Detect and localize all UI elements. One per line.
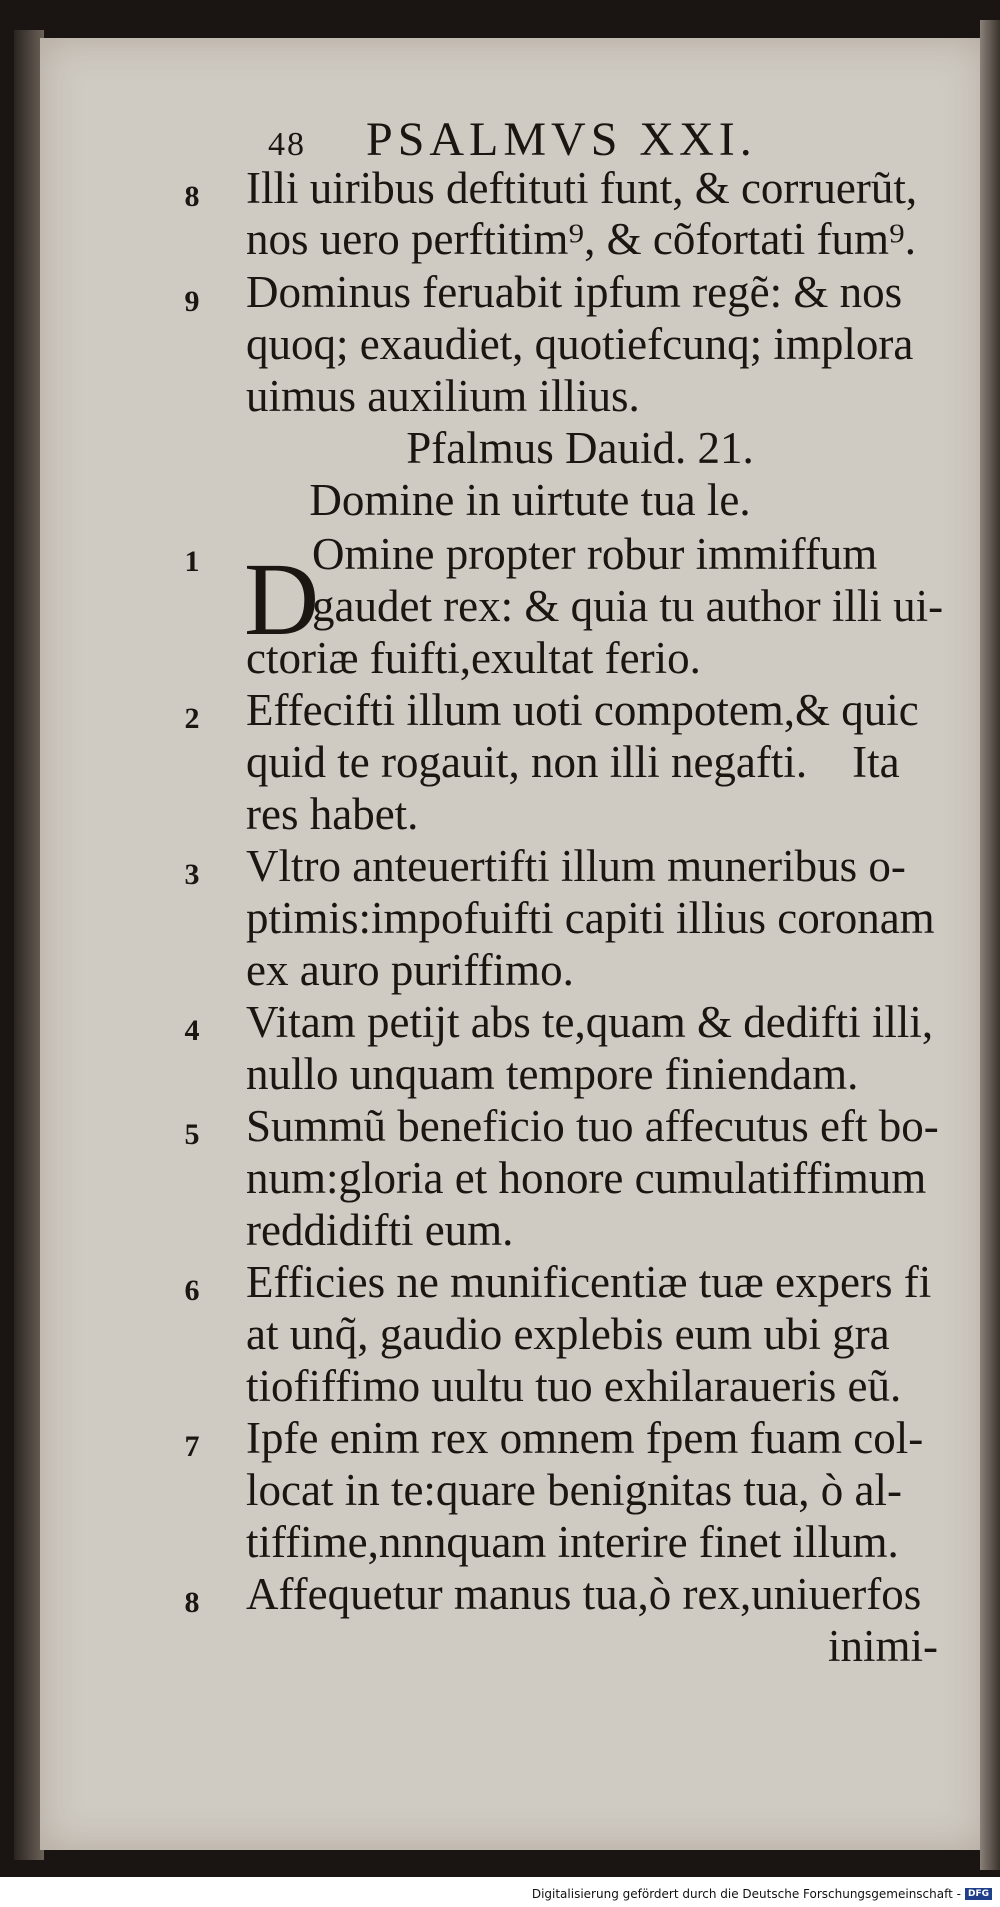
text-line: Dominus feruabit ipfum regẽ: & nos	[246, 267, 903, 317]
text-line: tiffime,nnnquam interire finet illum.	[246, 1517, 899, 1567]
text-line: Affequetur manus tua,ò rex,uniuerfos	[246, 1569, 922, 1619]
text-line: reddidifti eum.	[246, 1205, 514, 1255]
text-line: quid te rogauit, non illi negafti. Ita	[246, 737, 900, 787]
text-line: num:gloria et honore cumulatiffimum	[246, 1153, 927, 1203]
verse-number: 4	[184, 1014, 200, 1047]
page-title: PSALMVS XXI.	[366, 113, 757, 166]
verse-number: 1	[184, 545, 200, 578]
drop-capital: D	[244, 542, 320, 657]
verse-number: 7	[184, 1430, 200, 1463]
catchword: inimi-	[828, 1621, 938, 1671]
text-line: locat in te:quare benignitas tua, ò al-	[246, 1465, 903, 1515]
text-line: Efficies ne munificentiæ tuæ expers fi	[246, 1257, 932, 1307]
book-edge-right	[980, 20, 1000, 1870]
text-line: at unq̃, gaudio explebis eum ubi gra	[246, 1309, 890, 1359]
verse-number: 8	[184, 1586, 200, 1619]
text-line: quoq; exaudiet, quotiefcunq; implora	[246, 319, 914, 369]
text-line: Summũ beneficio tuo affecutus eft bo-	[246, 1101, 939, 1151]
page-number: 48	[268, 126, 306, 163]
text-line: tiofiffimo uultu tuo exhilarauеris eũ.	[246, 1361, 902, 1411]
text-line: ex auro puriffimo.	[246, 945, 574, 995]
text-line: res habet.	[246, 789, 419, 839]
psalm-incipit: Domine in uirtute tua le.	[309, 475, 751, 525]
text-line: gaudet rex: & quia tu author illi ui-	[312, 581, 944, 631]
footer-strip	[0, 1877, 1000, 1907]
verse-number: 2	[184, 702, 200, 735]
page-header	[268, 112, 757, 167]
text-line: Effecifti illum uoti compotem,& quic	[246, 685, 919, 735]
text-line: nos uero perftitim⁹, & cõfortati fum⁹.	[246, 214, 916, 264]
verse-number: 9	[184, 285, 200, 318]
dfg-logo: DFG	[965, 1888, 992, 1900]
verse-number: 3	[184, 858, 200, 891]
text-line: nullo unquam tempore finiendam.	[246, 1049, 859, 1099]
psalm-title: Pfalmus Dauid. 21.	[406, 423, 754, 473]
text-line: Illi uiribus deftituti funt, & corruerũt,	[246, 163, 918, 213]
text-line: ctoriæ fuifti,exultat ferio.	[246, 633, 701, 683]
verse-number: 8	[184, 180, 200, 213]
funding-credit	[532, 1887, 992, 1901]
text-line: Vitam petijt abs te,quam & dedifti illi,	[246, 997, 934, 1047]
credit-text: Digitalisierung gefördert durch die Deutsche Forschungsgemeinschaft -	[531, 1887, 961, 1901]
text-line: uimus auxilium illius.	[246, 371, 640, 421]
verse-number: 5	[184, 1118, 200, 1151]
text-line: Ipfe enim rex omnem fpem fuam col-	[246, 1413, 924, 1463]
text-line: Omine propter robur immiffum	[312, 529, 878, 579]
text-line: Vltro anteuertifti illum muneribus o-	[246, 841, 906, 891]
text-line: ptimis:impofuifti capiti illius coronam	[246, 893, 935, 943]
verse-number: 6	[184, 1274, 200, 1307]
